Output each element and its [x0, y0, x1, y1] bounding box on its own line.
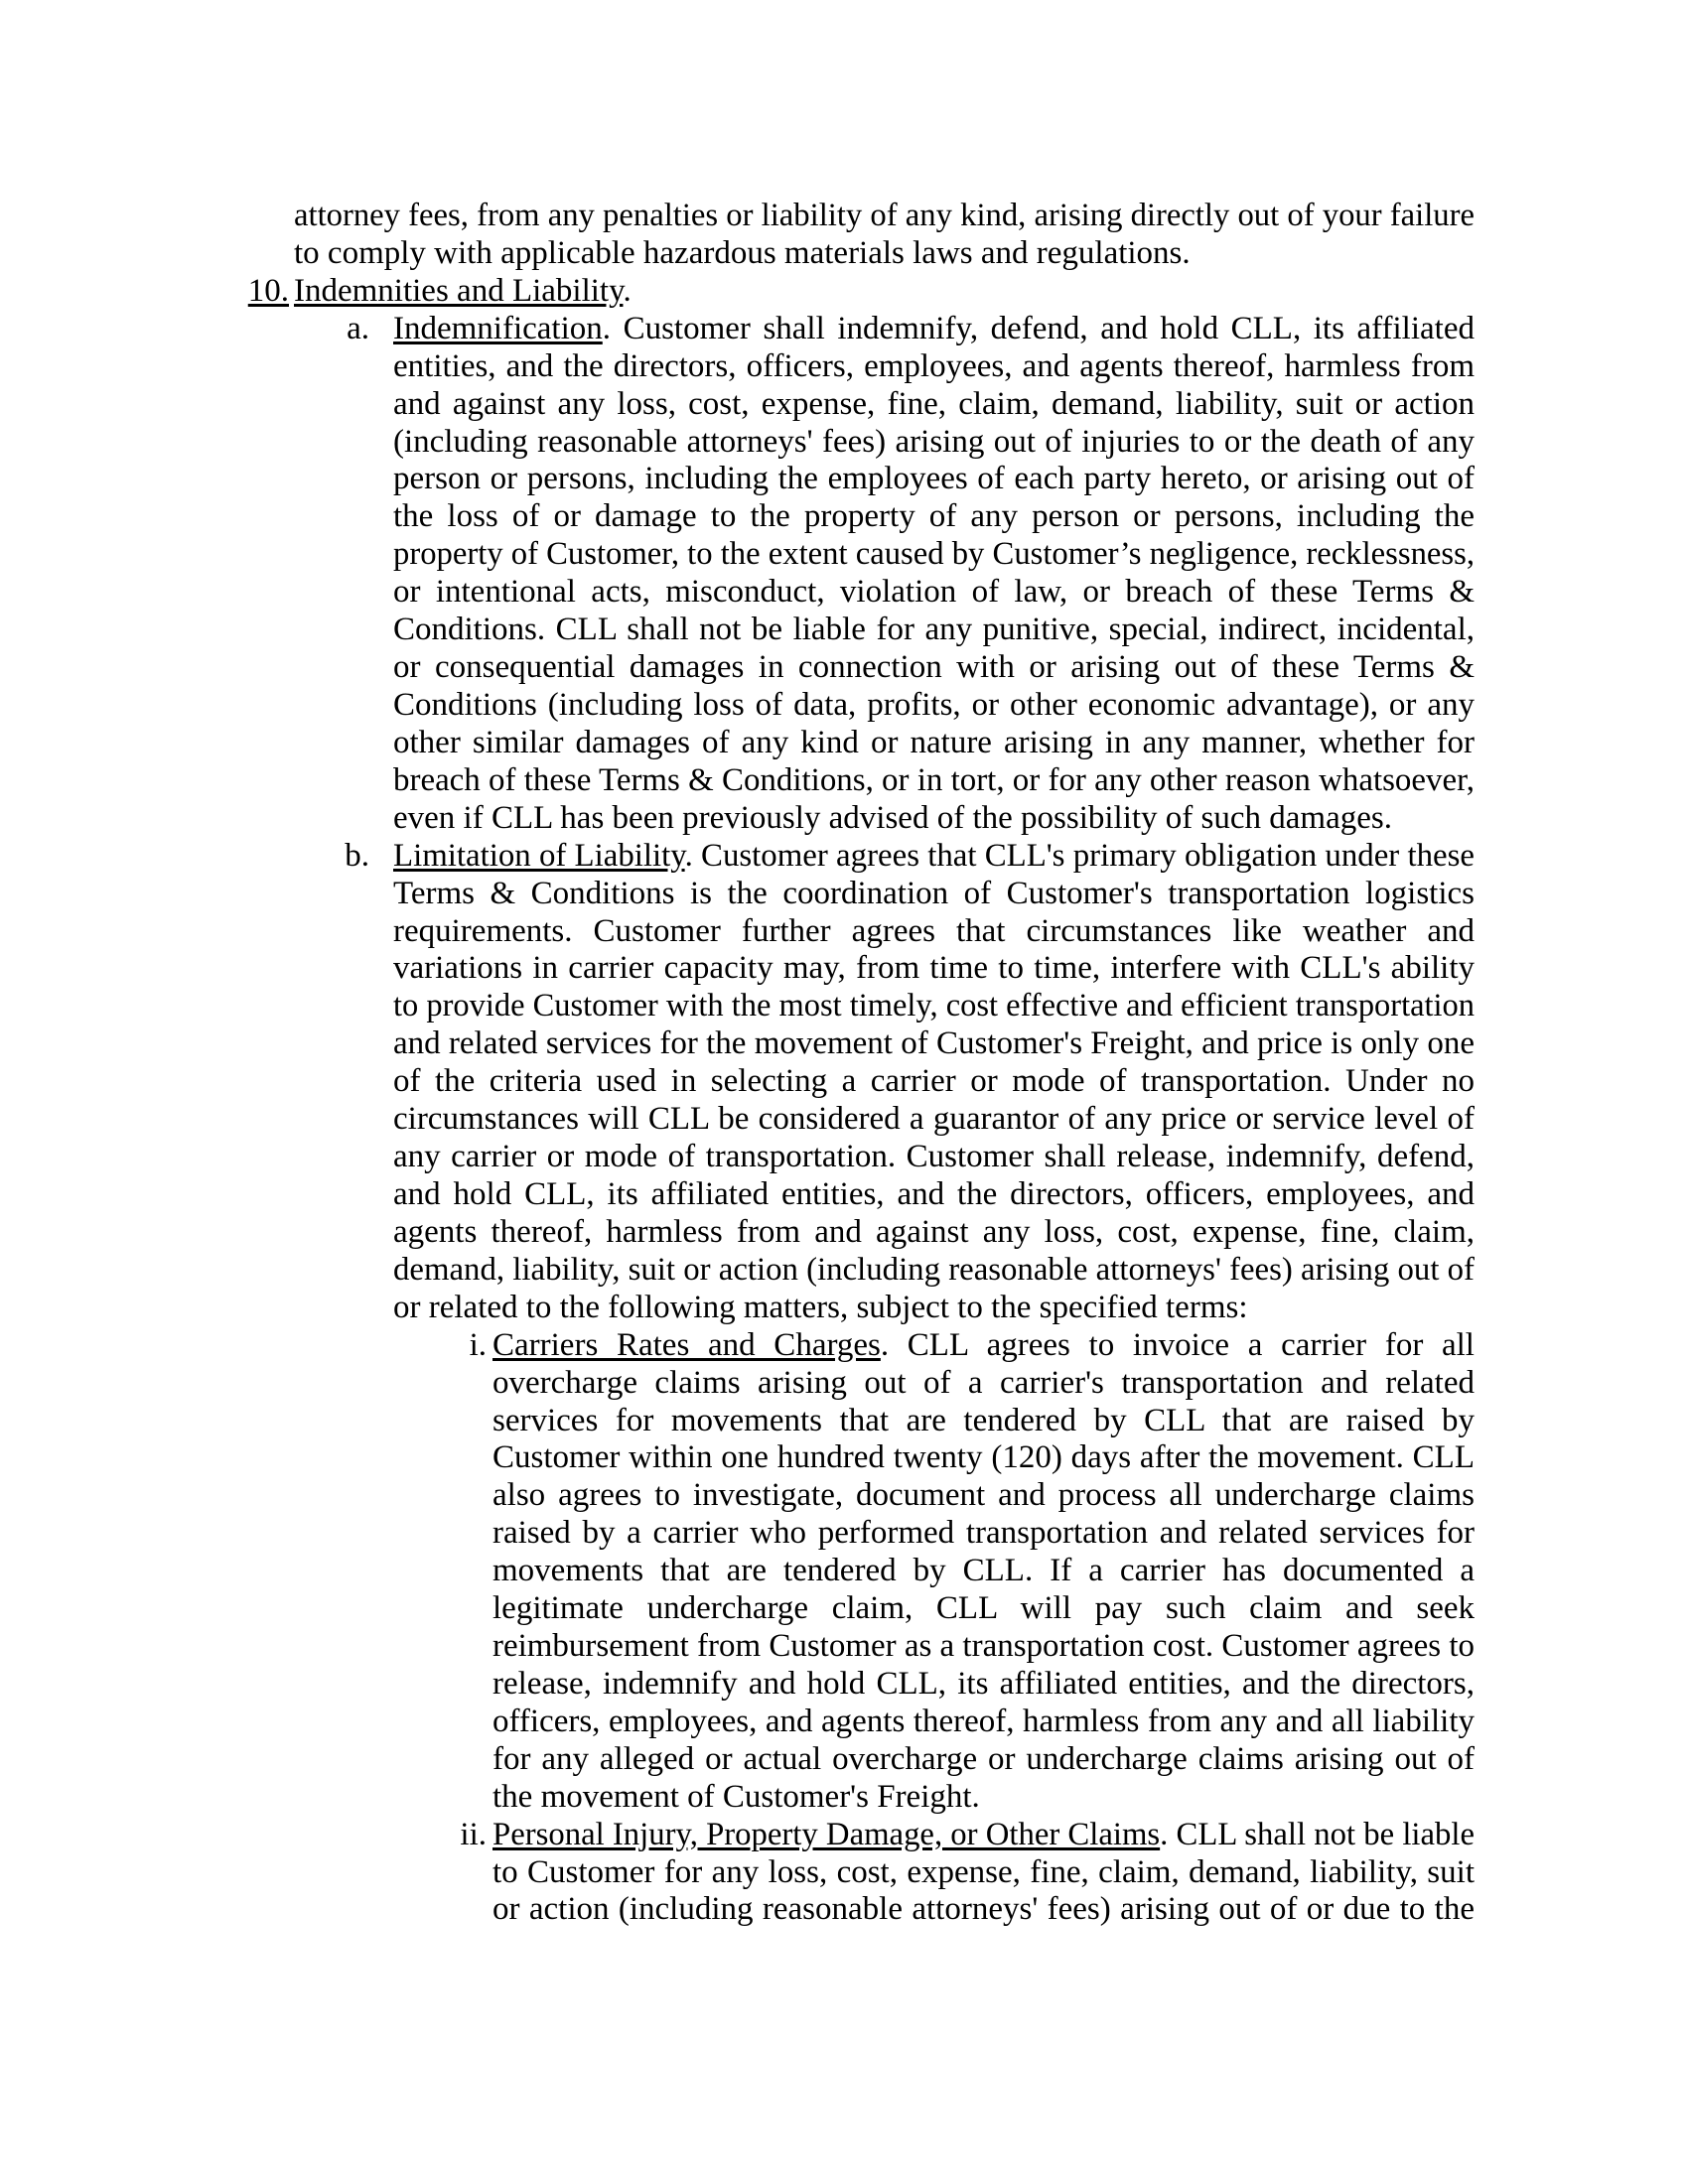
text-line	[0, 1741, 1688, 1779]
paragraph-text: the movement of Customer's Freight.	[492, 1778, 980, 1815]
line-content	[393, 461, 1475, 498]
text-line	[0, 424, 1688, 462]
line-text	[393, 1101, 1475, 1139]
line-content	[492, 1553, 1475, 1590]
paragraph-text: and hold CLL, its affiliated entities, and the directors, officers, employees, and	[393, 1175, 1475, 1212]
line-content	[492, 1403, 1475, 1440]
line-content	[393, 1214, 1475, 1252]
text-line	[0, 1477, 1688, 1515]
line-text	[393, 536, 1475, 574]
subsection-heading: Personal Injury, Property Damage, or Other Claims	[492, 1816, 1161, 1852]
paragraph-text: the loss of or damage to the property of any person or persons, including the	[393, 498, 1475, 535]
text-line	[0, 1553, 1688, 1590]
line-text	[393, 950, 1475, 988]
line-content	[393, 311, 1475, 348]
text-line	[0, 876, 1688, 913]
line-text	[492, 1817, 1475, 1854]
line-text	[393, 311, 1475, 348]
text-line	[0, 461, 1688, 498]
text-line	[0, 1817, 1688, 1854]
paragraph-text: . CLL shall not be liable	[1160, 1816, 1475, 1852]
line-text	[393, 1290, 1475, 1327]
text-line	[0, 386, 1688, 424]
text-line	[0, 1365, 1688, 1403]
subsection-heading: Limitation of Liability	[393, 837, 685, 874]
text-line	[0, 725, 1688, 762]
text-line	[0, 687, 1688, 725]
paragraph-text: officers, employees, and agents thereof, harmless from any and all liability	[492, 1703, 1475, 1739]
list-marker: 10.	[247, 272, 289, 309]
line-text	[492, 1704, 1475, 1741]
paragraph-text: movements that are tendered by CLL. If a carrier has documented a	[492, 1553, 1475, 1589]
line-content	[393, 988, 1475, 1025]
line-content	[393, 574, 1475, 612]
paragraph-text: even if CLL has been previously advised of the possibility of such damages.	[393, 799, 1392, 836]
line-text	[492, 1891, 1475, 1929]
text-line	[0, 198, 1688, 235]
line-content	[294, 235, 1191, 273]
paragraph-text: any carrier or mode of transportation. Customer shall release, indemnify, defend,	[393, 1139, 1475, 1175]
paragraph-text: release, indemnify and hold CLL, its affiliated entities, and the directors,	[492, 1665, 1475, 1702]
text-line	[0, 913, 1688, 951]
line-text	[393, 876, 1475, 913]
line-text	[393, 762, 1475, 800]
text-line	[0, 1063, 1688, 1101]
line-content	[393, 1176, 1475, 1214]
paragraph-text: to provide Customer with the most timely, cost effective and efficient transportation	[393, 988, 1475, 1024]
line-content	[294, 273, 632, 311]
text-line	[0, 1704, 1688, 1741]
paragraph-text: agents thereof, harmless from and against any loss, cost, expense, fine, claim,	[393, 1213, 1475, 1250]
text-line	[0, 1176, 1688, 1214]
line-content	[393, 725, 1475, 762]
section-heading: Indemnities and Liability	[294, 272, 624, 309]
paragraph-text: Customer within one hundred twenty (120) days after the movement. CLL	[492, 1439, 1475, 1476]
line-content	[393, 498, 1475, 536]
text-line	[0, 988, 1688, 1025]
heading-punctuation: .	[623, 272, 632, 309]
text-line	[0, 1515, 1688, 1553]
line-text	[492, 1666, 1475, 1704]
line-content	[492, 1704, 1475, 1741]
line-text	[294, 198, 1475, 235]
line-content	[492, 1327, 1475, 1365]
paragraph-text: of the criteria used in selecting a carrier or mode of transportation. Under no	[393, 1063, 1475, 1100]
line-content	[393, 913, 1475, 951]
paragraph-text: other similar damages of any kind or nature arising in any manner, whether for	[393, 724, 1475, 760]
line-text	[393, 1176, 1475, 1214]
text-line	[0, 1439, 1688, 1477]
line-text	[393, 612, 1475, 649]
line-text	[492, 1553, 1475, 1590]
line-text	[393, 498, 1475, 536]
paragraph-text: requirements. Customer further agrees that circumstances like weather and	[393, 912, 1475, 949]
text-line	[0, 762, 1688, 800]
text-line	[0, 536, 1688, 574]
line-text	[492, 1439, 1475, 1477]
text-line	[0, 1891, 1688, 1929]
paragraph-text: (including reasonable attorneys' fees) arising out of injuries to or the death of any	[393, 423, 1475, 460]
text-line	[0, 1252, 1688, 1290]
text-line	[0, 1139, 1688, 1176]
paragraph-text: person or persons, including the employees of each party hereto, or arising out of	[393, 461, 1475, 497]
paragraph-text: . CLL agrees to invoice a carrier for all	[880, 1326, 1475, 1363]
list-marker: a.	[347, 310, 369, 346]
paragraph-text: or consequential damages in connection with or arising out of these Terms &	[393, 649, 1475, 686]
paragraph-text: or intentional acts, misconduct, violation of law, or breach of these Terms &	[393, 574, 1475, 611]
paragraph-text: and related services for the movement of Customer's Freight, and price is only one	[393, 1025, 1475, 1062]
text-line	[0, 612, 1688, 649]
line-content	[492, 1817, 1475, 1854]
line-content	[492, 1666, 1475, 1704]
line-content	[492, 1515, 1475, 1553]
line-text	[393, 913, 1475, 951]
text-line	[0, 649, 1688, 687]
list-marker: i.	[469, 1326, 487, 1363]
text-line	[0, 1403, 1688, 1440]
text-line	[0, 800, 1688, 838]
paragraph-text: services for movements that are tendered by CLL that are raised by	[492, 1402, 1475, 1438]
line-text	[492, 1365, 1475, 1403]
text-line	[0, 1327, 1688, 1365]
line-content	[393, 649, 1475, 687]
paragraph-text: raised by a carrier who performed transportation and related services for	[492, 1515, 1475, 1552]
text-line	[0, 311, 1688, 348]
line-text	[492, 1854, 1475, 1892]
line-text	[294, 273, 1475, 311]
line-text	[393, 725, 1475, 762]
paragraph-text: . Customer agrees that CLL's primary obligation under these	[684, 837, 1475, 874]
text-line	[0, 1214, 1688, 1252]
text-line	[0, 235, 1688, 273]
line-content	[492, 1779, 980, 1817]
line-content	[393, 1025, 1475, 1063]
paragraph-text: overcharge claims arising out of a carrier's transportation and related	[492, 1364, 1475, 1401]
line-content	[393, 876, 1475, 913]
line-text	[393, 424, 1475, 462]
text-line	[0, 1854, 1688, 1892]
line-content	[393, 838, 1475, 876]
line-text	[393, 1063, 1475, 1101]
line-content	[393, 762, 1475, 800]
line-content	[393, 1290, 1248, 1327]
paragraph-text: property of Customer, to the extent caused by Customer’s negligence, recklessness,	[393, 536, 1475, 573]
text-line	[0, 498, 1688, 536]
text-line	[0, 1590, 1688, 1628]
line-content	[393, 536, 1475, 574]
line-content	[492, 1891, 1475, 1929]
text-line	[0, 1025, 1688, 1063]
line-text	[492, 1477, 1475, 1515]
paragraph-text: reimbursement from Customer as a transportation cost. Customer agrees to	[492, 1628, 1475, 1665]
paragraph-text: demand, liability, suit or action (including reasonable attorneys' fees) arising out of	[393, 1251, 1475, 1288]
line-text	[393, 574, 1475, 612]
paragraph-text: legitimate undercharge claim, CLL will pay such claim and seek	[492, 1590, 1475, 1627]
paragraph-text: entities, and the directors, officers, employees, and agents thereof, harmless from	[393, 347, 1475, 384]
text-line	[0, 950, 1688, 988]
paragraph-text: to Customer for any loss, cost, expense, fine, claim, demand, liability, suit	[492, 1853, 1475, 1890]
text-line	[0, 1779, 1688, 1817]
line-content	[393, 1063, 1475, 1101]
line-content	[393, 612, 1475, 649]
document-page	[0, 198, 1688, 1929]
line-text	[294, 235, 1475, 273]
text-line	[0, 1628, 1688, 1666]
line-text	[393, 988, 1475, 1025]
paragraph-text: Conditions (including loss of data, profits, or other economic advantage), or any	[393, 686, 1475, 723]
line-content	[294, 198, 1475, 235]
line-text	[393, 348, 1475, 386]
paragraph-text: variations in carrier capacity may, from time to time, interfere with CLL's ability	[393, 950, 1475, 987]
text-line	[0, 1290, 1688, 1327]
text-line	[0, 1101, 1688, 1139]
paragraph-text: or action (including reasonable attorneys' fees) arising out of or due to the	[492, 1891, 1475, 1928]
text-line	[0, 574, 1688, 612]
text-line	[0, 273, 1688, 311]
line-text	[393, 461, 1475, 498]
line-text	[492, 1515, 1475, 1553]
line-text	[492, 1403, 1475, 1440]
text-line	[0, 348, 1688, 386]
line-content	[492, 1741, 1475, 1779]
line-content	[393, 950, 1475, 988]
line-content	[492, 1365, 1475, 1403]
line-content	[492, 1477, 1475, 1515]
line-text	[393, 1025, 1475, 1063]
line-content	[492, 1590, 1475, 1628]
paragraph-text: Conditions. CLL shall not be liable for any punitive, special, indirect, incidental,	[393, 612, 1475, 648]
line-text	[492, 1628, 1475, 1666]
line-text	[393, 386, 1475, 424]
paragraph-text: for any alleged or actual overcharge or undercharge claims arising out of	[492, 1740, 1475, 1777]
line-text	[393, 649, 1475, 687]
line-content	[393, 687, 1475, 725]
line-text	[393, 687, 1475, 725]
line-text	[393, 800, 1475, 838]
line-content	[393, 800, 1392, 838]
line-text	[492, 1779, 1475, 1817]
line-text	[393, 1139, 1475, 1176]
paragraph-text: breach of these Terms & Conditions, or in tort, or for any other reason whatsoever,	[393, 761, 1475, 798]
paragraph-text: circumstances will CLL be considered a guarantor of any price or service level of	[393, 1101, 1475, 1138]
line-content	[393, 1139, 1475, 1176]
line-text	[492, 1327, 1475, 1365]
line-content	[393, 348, 1475, 386]
line-content	[393, 1252, 1475, 1290]
line-text	[492, 1741, 1475, 1779]
paragraph-text: attorney fees, from any penalties or liability of any kind, arising directly out of your failure	[294, 198, 1475, 233]
line-text	[393, 838, 1475, 876]
paragraph-text: . Customer shall indemnify, defend, and hold CLL, its affiliated	[602, 310, 1475, 346]
line-content	[492, 1439, 1475, 1477]
paragraph-text: and against any loss, cost, expense, fine, claim, demand, liability, suit or action	[393, 385, 1475, 422]
text-line	[0, 1666, 1688, 1704]
subsection-heading: Carriers Rates and Charges	[492, 1326, 881, 1363]
line-content	[393, 424, 1475, 462]
paragraph-text: to comply with applicable hazardous materials laws and regulations.	[294, 234, 1191, 271]
line-content	[492, 1854, 1475, 1892]
paragraph-text: or related to the following matters, subject to the specified terms:	[393, 1289, 1248, 1325]
line-content	[393, 1101, 1475, 1139]
line-text	[393, 1214, 1475, 1252]
line-text	[492, 1590, 1475, 1628]
list-marker: b.	[345, 837, 369, 874]
text-line	[0, 838, 1688, 876]
line-content	[393, 386, 1475, 424]
line-content	[492, 1628, 1475, 1666]
paragraph-text: also agrees to investigate, document and process all undercharge claims	[492, 1477, 1475, 1514]
list-marker: ii.	[460, 1816, 487, 1852]
line-text	[393, 1252, 1475, 1290]
subsection-heading: Indemnification	[393, 310, 603, 346]
paragraph-text: Terms & Conditions is the coordination of Customer's transportation logistics	[393, 875, 1475, 911]
